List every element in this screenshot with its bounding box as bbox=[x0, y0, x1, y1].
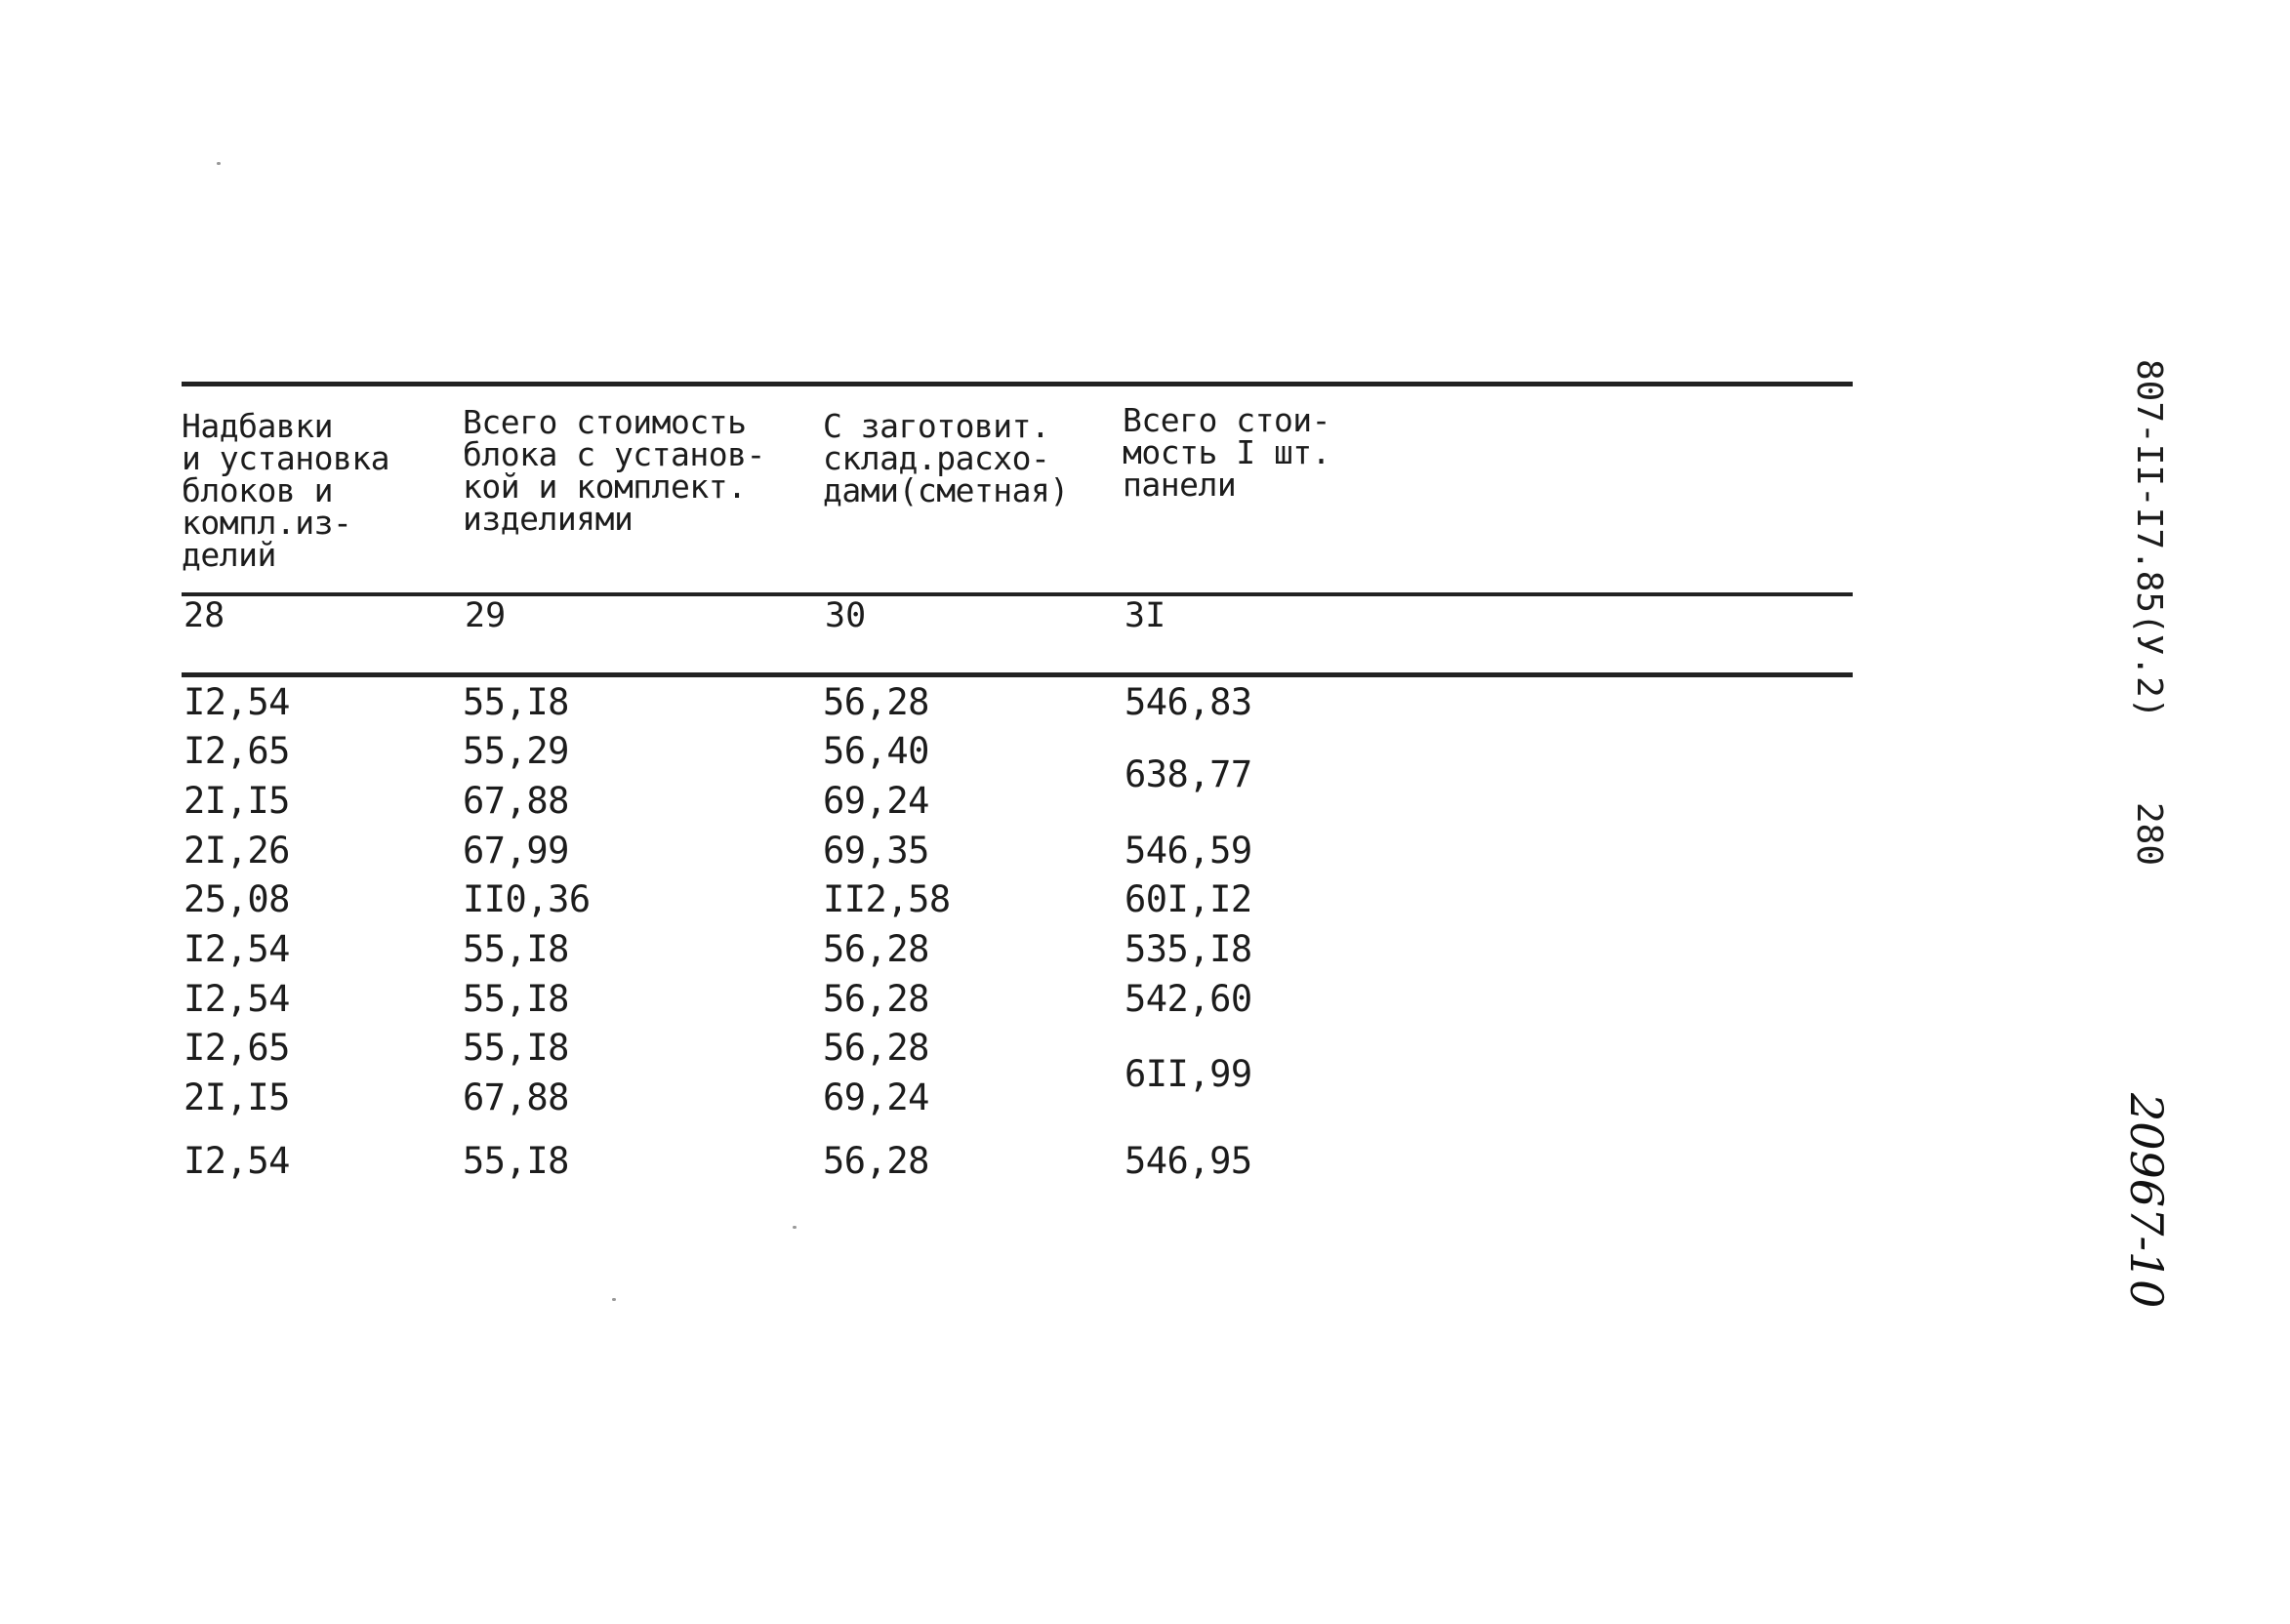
table-cell: 55,I8 bbox=[463, 1027, 569, 1069]
table-cell: 55,I8 bbox=[463, 978, 569, 1020]
total-cell: 6II,99 bbox=[1125, 1053, 1252, 1095]
table-cell: 69,24 bbox=[823, 1076, 929, 1118]
column-number: 30 bbox=[825, 596, 867, 635]
total-cell: 546,95 bbox=[1125, 1140, 1252, 1182]
header-col-29: Всего стоимость блока с установ- кой и комплект. изделиями bbox=[463, 403, 765, 538]
table-cell: 55,29 bbox=[463, 730, 569, 772]
table-cell: I2,54 bbox=[184, 681, 290, 723]
header-col-28: Надбавки и установка блоков и компл.из- делий bbox=[182, 407, 390, 574]
total-cell: 546,59 bbox=[1125, 830, 1252, 872]
table-cell: 55,I8 bbox=[463, 928, 569, 970]
column-number: 29 bbox=[465, 596, 507, 635]
table-cell: I2,54 bbox=[184, 1140, 290, 1182]
scan-speck bbox=[612, 1298, 616, 1301]
table-cell: 56,28 bbox=[823, 1140, 929, 1182]
column-number: 28 bbox=[184, 596, 225, 635]
table-cell: I2,65 bbox=[184, 1027, 290, 1069]
archive-stamp-number: 20967-10 bbox=[2120, 1093, 2173, 1309]
scan-speck bbox=[217, 162, 221, 165]
scan-speck bbox=[793, 1226, 797, 1229]
table-cell: 56,28 bbox=[823, 978, 929, 1020]
header-col-31: Всего стои- мость I шт. панели bbox=[1123, 401, 1331, 504]
table-cell: 67,88 bbox=[463, 1076, 569, 1118]
column-number: 3I bbox=[1125, 596, 1166, 635]
table-cell: 56,28 bbox=[823, 928, 929, 970]
table-cell: 67,99 bbox=[463, 830, 569, 872]
table-cell: 2I,I5 bbox=[184, 1076, 290, 1118]
page-number: 280 bbox=[2129, 802, 2169, 867]
total-cell: 60I,I2 bbox=[1125, 878, 1252, 920]
table-cell: 56,28 bbox=[823, 1027, 929, 1069]
table-cell: I2,54 bbox=[184, 928, 290, 970]
table-cell: II0,36 bbox=[463, 878, 591, 920]
table-cell: 55,I8 bbox=[463, 1140, 569, 1182]
table-cell: II2,58 bbox=[823, 878, 951, 920]
table-cell: I2,54 bbox=[184, 978, 290, 1020]
table-cell: 2I,26 bbox=[184, 830, 290, 872]
total-cell: 535,I8 bbox=[1125, 928, 1252, 970]
header-col-30: С заготовит. склад.расхо- дами(сметная) bbox=[823, 407, 1069, 509]
total-cell: 546,83 bbox=[1125, 681, 1252, 723]
table-cell: 69,24 bbox=[823, 780, 929, 822]
table-cell: 55,I8 bbox=[463, 681, 569, 723]
header-bottom-rule bbox=[182, 592, 1853, 596]
table-top-rule bbox=[182, 382, 1853, 386]
document-code: 807-II-I7.85(У.2) bbox=[2129, 359, 2169, 719]
table-cell: 69,35 bbox=[823, 830, 929, 872]
total-cell: 542,60 bbox=[1125, 978, 1252, 1020]
table-cell: 67,88 bbox=[463, 780, 569, 822]
column-numbers-bottom-rule bbox=[182, 672, 1853, 677]
table-cell: 56,28 bbox=[823, 681, 929, 723]
table-cell: 2I,I5 bbox=[184, 780, 290, 822]
table-cell: 25,08 bbox=[184, 878, 290, 920]
table-cell: 56,40 bbox=[823, 730, 929, 772]
total-cell: 638,77 bbox=[1125, 753, 1252, 795]
table-cell: I2,65 bbox=[184, 730, 290, 772]
